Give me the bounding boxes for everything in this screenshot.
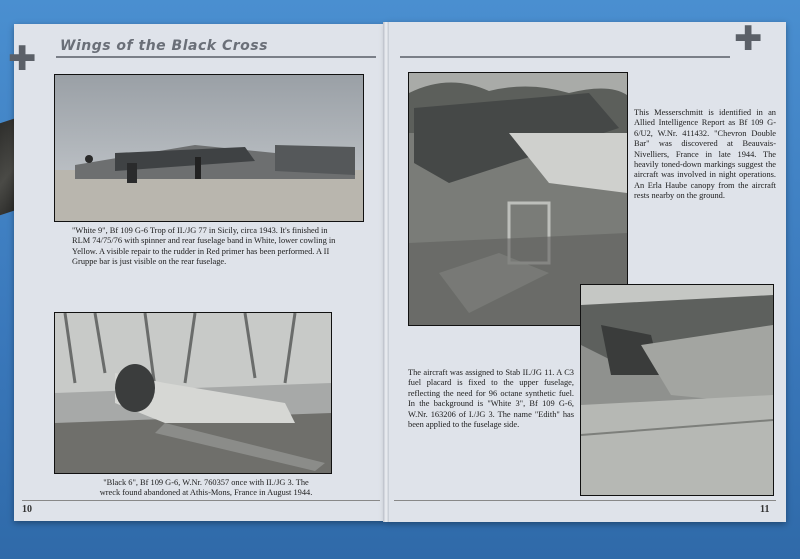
photo-edith bbox=[580, 284, 774, 496]
footer-rule-right bbox=[394, 500, 776, 501]
page-number-left: 10 bbox=[22, 504, 32, 515]
running-title: Wings of the Black Cross bbox=[60, 38, 268, 54]
caption-black-6: "Black 6", Bf 109 G-6, W.Nr. 760357 once with II./JG 3. The wreck found abandoned at Athis-Mons, France in August 1944. bbox=[99, 478, 313, 498]
photo-white-9 bbox=[54, 74, 364, 222]
header-rule-left bbox=[56, 56, 376, 58]
photo-black-6 bbox=[54, 312, 332, 474]
caption-chevron-double-bar: This Messerschmitt is identified in an Allied Intelligence Report as Bf 109 G-6/U2, W.Nr. 411432. "Chevron Double Bar" was discovered at Beauvais-Nivelliers, France in late 1944. The heavily toned-down markings suggest the aircraft was involved in night operations. An Erla Haube canopy from the aircraft rests nearby on the ground. bbox=[634, 108, 776, 201]
caption-white-9: "White 9", Bf 109 G-6 Trop of II./JG 77 in Sicily, circa 1943. It's finished in RLM 74/75/76 with spinner and rear fuselage band in White, lower cowling in Yellow. A visible repair to the rudder in Red primer has been performed. A II Gruppe bar is just visible on the rear fuselage. bbox=[72, 226, 336, 267]
balkenkreuz-icon: ✚ bbox=[734, 19, 763, 59]
page-number-right: 11 bbox=[760, 504, 770, 515]
footer-rule-left bbox=[22, 500, 380, 501]
balkenkreuz-icon: ✚ bbox=[8, 39, 37, 79]
book-gutter bbox=[383, 22, 389, 522]
header-rule-right bbox=[400, 56, 730, 58]
caption-edith: The aircraft was assigned to Stab II./JG 11. A C3 fuel placard is fixed to the upper fuselage, reflecting the need for 96 octane synthetic fuel. In the background is "White 3", Bf 109 G-6, W.Nr. 163206 of I./JG 3. The name "Edith" has been applied to the fuselage side. bbox=[408, 368, 574, 430]
